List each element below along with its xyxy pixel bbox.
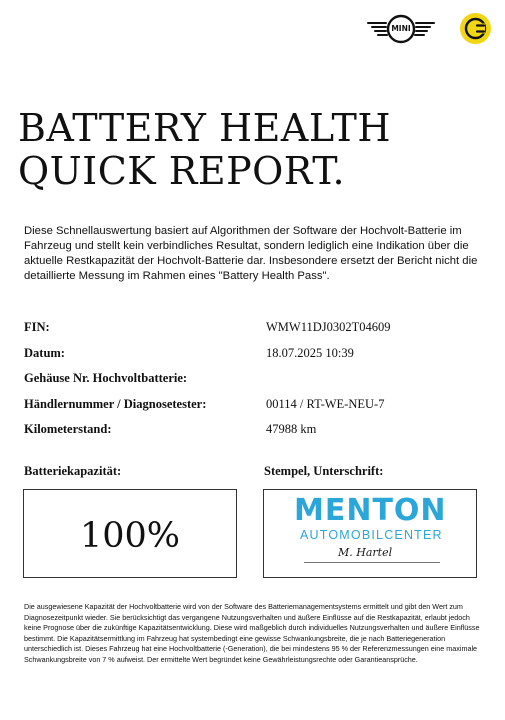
disclaimer-text: Die ausgewiesene Kapazität der Hochvoltbatterie wird von der Software des Batteriemanagementsystems ermittelt und gibt den Wert zum Diagnosezeitpunkt wieder. Sie berücksichtigt das vergangene Nutzungsverhalten und äußere Einflüsse auf die Restkapazität, erlaubt jedoch keine Prognose über die zukünftige Kapazitätsentwicklung. Diese wird maßgeblich durch individuelles Nutzungsverhalten und äußere Einflüsse bestimmt. Die Kapazitätsermittlung im Fahrzeug hat systembedingt eine gewisse Schwankungsbreite, die je nach Batteriegeneration unterschiedlich ist. Dieses Fahrzeug hat eine Hochvoltbatterie (-Generation), die bei mindestens 95 % der Referenzmessungen eine maximale Schwankungsbreite von 7 % aufweist. Der ermittelte Wert begründet keine Gewährleistungsrechte oder Garantieansprüche. bbox=[24, 602, 480, 664]
field-label: Datum: bbox=[24, 345, 65, 360]
field-value: WMW11DJ0302T04609 bbox=[266, 320, 391, 334]
dealer-stamp-name: MENTON bbox=[294, 493, 447, 528]
report-title-line-1: BATTERY HEALTH bbox=[18, 106, 391, 150]
intro-paragraph: Diese Schnellauswertung basiert auf Algorithmen der Software der Hochvolt-Batterie im Fahrzeug und stellt kein verbindliches Resultat, sondern lediglich eine Indikation über die aktuelle Restkapazität der Hochvolt-Batterie dar. Insbesondere ersetzt der Bericht nicht die detaillierte Messung im Rahmen eines "Battery Health Pass". bbox=[24, 225, 478, 282]
field-value: 18.07.2025 10:39 bbox=[266, 345, 354, 360]
capacity-label: Batteriekapazität: bbox=[24, 464, 122, 478]
signature-line bbox=[304, 562, 440, 563]
field-row-fin bbox=[24, 320, 484, 346]
field-row-mileage bbox=[24, 422, 484, 448]
dealer-stamp-subtitle: AUTOMOBILCENTER bbox=[300, 528, 443, 542]
mini-logo bbox=[366, 14, 436, 44]
field-row-dealer bbox=[24, 397, 484, 423]
field-row-battery-housing bbox=[24, 371, 484, 397]
charging-plug-icon bbox=[459, 12, 492, 45]
report-title bbox=[18, 107, 488, 193]
capacity-value: 100% bbox=[79, 515, 181, 556]
field-value: 47988 km bbox=[266, 422, 317, 436]
field-label: Händlernummer / Diagnosetester: bbox=[24, 396, 207, 411]
field-label: Kilometerstand: bbox=[24, 422, 112, 436]
stamp-box bbox=[263, 489, 477, 578]
vehicle-fields bbox=[24, 320, 484, 448]
report-title-line-2: QUICK REPORT. bbox=[18, 149, 346, 193]
field-label: Gehäuse Nr. Hochvoltbatterie: bbox=[24, 371, 188, 385]
capacity-box bbox=[23, 489, 237, 578]
mini-logo-text: MINI bbox=[391, 24, 411, 33]
field-value: 00114 / RT-WE-NEU-7 bbox=[266, 396, 385, 411]
field-row-datum bbox=[24, 346, 484, 372]
signature: M. Hartel bbox=[338, 546, 393, 559]
field-label: FIN: bbox=[24, 320, 50, 334]
stamp-label: Stempel, Unterschrift: bbox=[264, 464, 384, 478]
